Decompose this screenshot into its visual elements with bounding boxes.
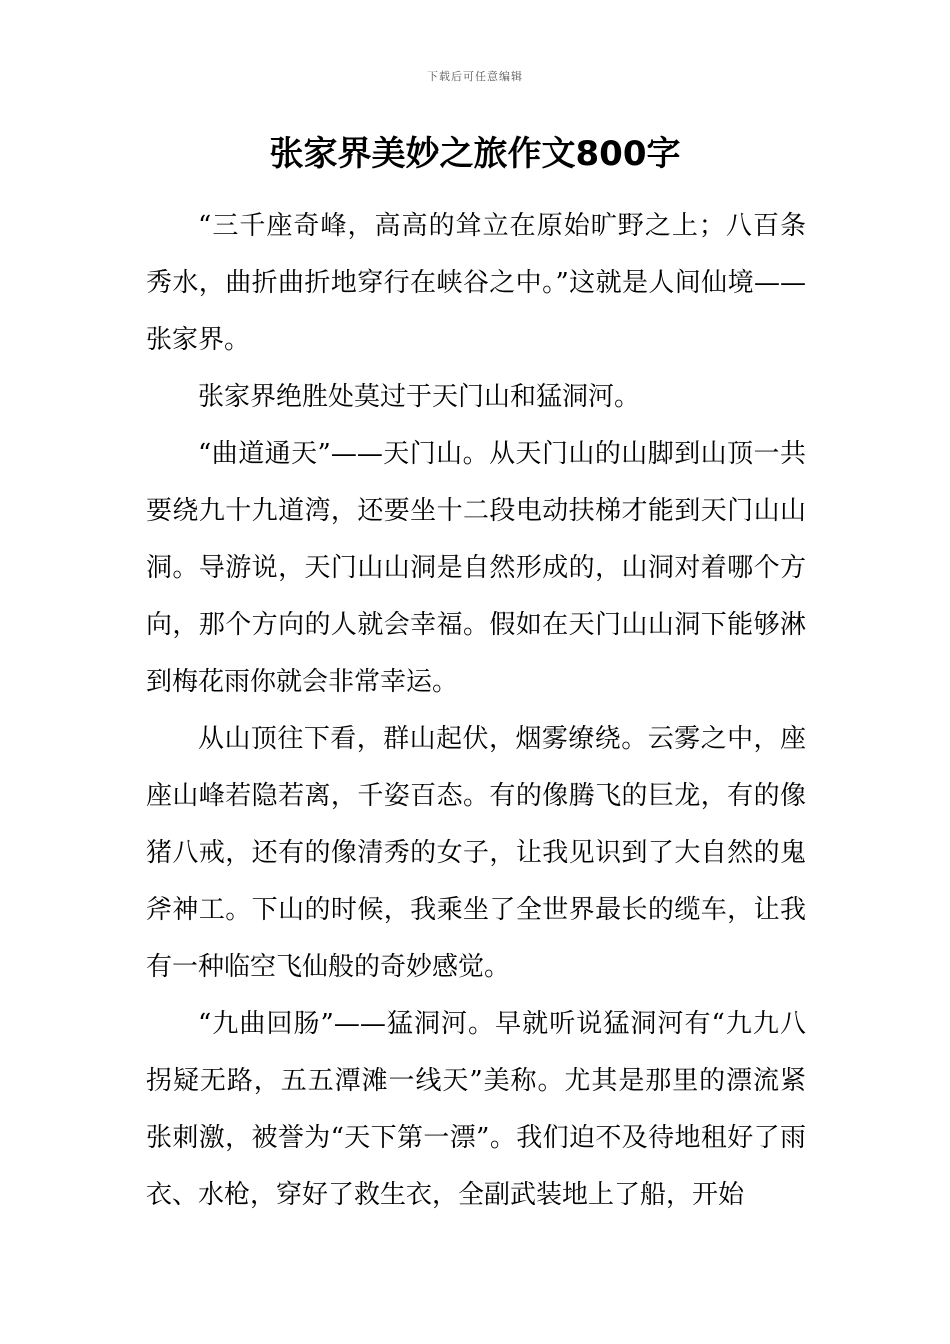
paragraph: 张家界绝胜处莫过于天门山和猛洞河。 bbox=[198, 382, 641, 412]
paragraph: 从山顶往下看，群山起伏，烟雾缭绕。云雾之中，座座山峰若隐若离，千姿百态。有的像腾飞的巨龙，有的像猪八戒，还有的像清秀的女子，让我见识到了大自然的鬼斧神工。下山的时候，我乘坐了全世界最长的缆车，让我有一种临空飞仙般的奇妙感觉。 bbox=[146, 724, 806, 982]
paragraph: “九曲回肠”——猛洞河。早就听说猛洞河有“九九八拐疑无路，五五潭滩一线天”美称。尤其是那里的漂流紧张刺激，被誉为“天下第一漂”。我们迫不及待地租好了雨衣、水枪，穿好了救生衣，全副武装地上了船，开始 bbox=[146, 1009, 806, 1210]
paragraph: “三千座奇峰，高高的耸立在原始旷野之上；八百条秀水，曲折曲折地穿行在峡谷之中。”这就是人间仙境——张家界。 bbox=[146, 211, 806, 355]
document-body bbox=[146, 198, 806, 1224]
header-note: 下载后可任意编辑 bbox=[427, 70, 523, 83]
paragraph: “曲道通天”——天门山。从天门山的山脚到山顶一共要绕九十九道湾，还要坐十二段电动扶梯才能到天门山山洞。导游说，天门山山洞是自然形成的，山洞对着哪个方向，那个方向的人就会幸福。假如在天门山山洞下能够淋到梅花雨你就会非常幸运。 bbox=[146, 439, 806, 697]
document-title: 张家界美妙之旅作文800字 bbox=[269, 134, 681, 174]
